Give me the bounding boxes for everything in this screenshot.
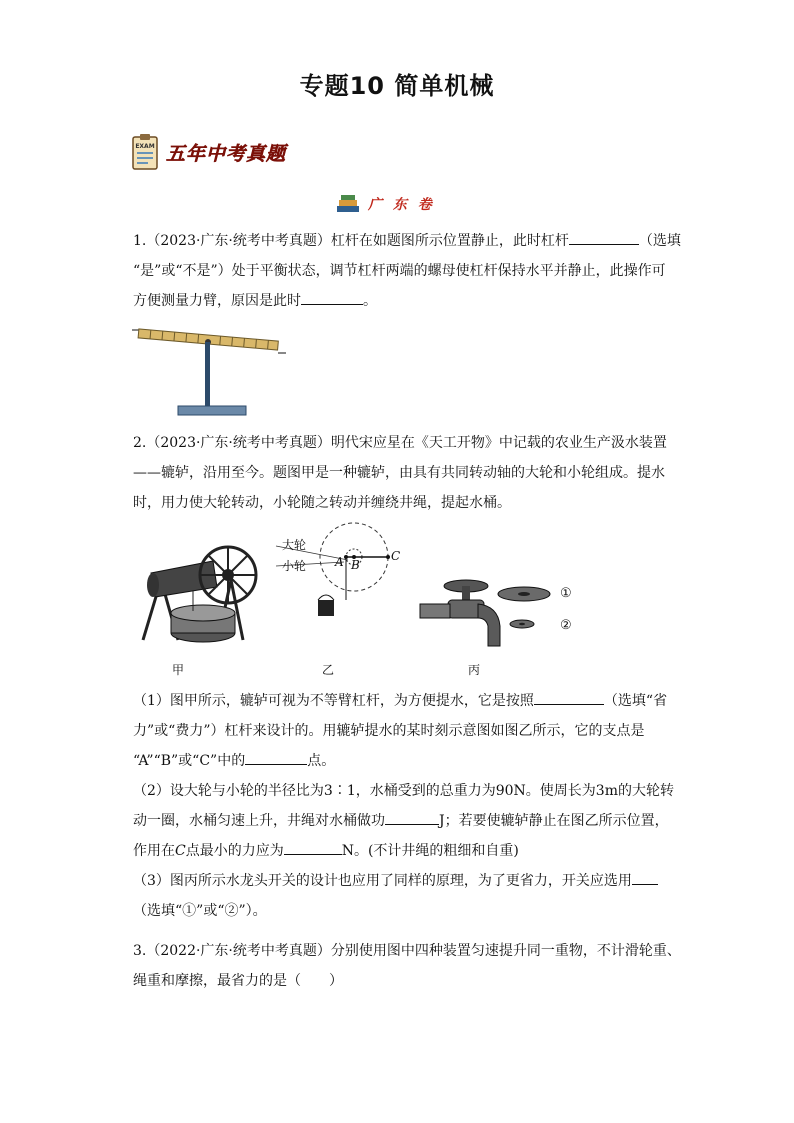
answer-blank [385, 806, 439, 825]
question-1: 1.（2023·广东·统考中考真题）杠杆在如题图所示位置静止，此时杠杆 （选填 “是”或“不是”）处于平衡状态，调节杠杆两端的螺母使杠杆保持水平并静止，此操作可 方便测量力臂，原因是此时 。 [133, 226, 673, 316]
question-3: 3.（2022·广东·统考中考真题）分别使用图中四种装置匀速提升同一重物，不计滑轮重、 绳重和摩擦，最省力的是（ ） [133, 943, 681, 989]
answer-blank [245, 746, 307, 765]
exam-clipboard-icon [132, 134, 158, 170]
books-icon [336, 194, 362, 214]
faucet-figure [418, 576, 558, 654]
banner-label: 五年中考真题 [166, 142, 287, 165]
section-banner [132, 132, 286, 172]
caption-yi: 乙 [322, 663, 335, 677]
region-heading [336, 192, 435, 216]
answer-blank [569, 226, 639, 245]
label-point-b: B [351, 558, 360, 572]
page-title: 专题10 简单机械 [299, 72, 495, 100]
answer-blank [632, 866, 658, 885]
caption-jia: 甲 [172, 663, 185, 677]
answer-blank [284, 836, 342, 855]
caption-bing: 丙 [468, 663, 481, 677]
label-option-1: ① [560, 586, 572, 601]
label-point-a: A [335, 555, 344, 569]
label-option-2: ② [560, 618, 572, 633]
windlass-figure [133, 535, 258, 645]
answer-blank [534, 686, 604, 705]
region-label: 广 东 卷 [368, 197, 435, 213]
svg-text:EXAM: EXAM [135, 143, 155, 150]
label-point-c: C [391, 549, 401, 563]
label-big-wheel: 大轮 [282, 538, 307, 552]
question-2: 2.（2023·广东·统考中考真题）明代宋应星在《天工开物》中记载的农业生产汲水装置 ——辘轳，沿用至今。题图甲是一种辘轳，由具有共同转动轴的大轮和小轮组成。提水 时，用力使大轮转动，小轮随之转动并缠绕井绳，提起水桶。 [133, 435, 667, 511]
answer-blank [301, 286, 363, 305]
label-small-wheel: 小轮 [282, 559, 307, 573]
question-2-parts: （1）图甲所示，辘轳可视为不等臂杠杆，为方便提水，它是按照 （选填“省 力”或“费力”）杠杆来设计的。用辘轳提水的某时刻示意图如图乙所示，它的支点是 “A”“B”或“C”中的 点。 （2）设大轮与小轮的半径比为3∶1，水桶受到的总重力为90N。使周长为3m的大轮转 动一圈，水桶匀速上升，井绳对水桶做功 J；若要使辘轳静止在图乙所示位置， 作用在C点最小的力应为 N。(不计井绳的粗细和自重) （3）图丙所示水龙头开关的设计也应用了同样的原理，为了更省力，开关应选用 （选填“①”或“②”）。 [133, 686, 673, 926]
wheel-axle-schematic [258, 522, 408, 642]
lever-figure [130, 320, 290, 420]
